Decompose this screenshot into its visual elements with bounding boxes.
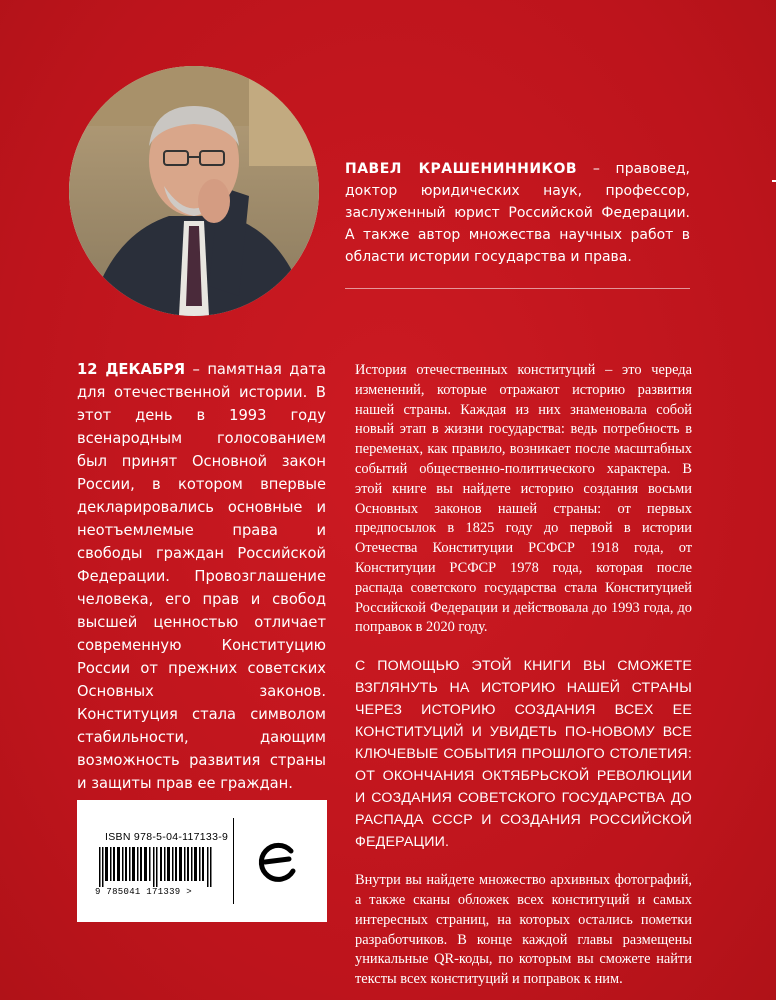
isbn-label: ISBN 978-5-04-117133-9 (105, 831, 229, 843)
author-photo (69, 66, 319, 316)
barcode-digits: 9 785041 171339 > (95, 887, 192, 897)
intro-paragraph: История отечественных конституций – это череда изменений, которые отражают историю развития нашей страны. Каждая из них знаменовала собой новый этап в жизни государства: ведь потребность в переменах, как правило, возникает после масштабных событий общественно-политического характера. В этой книге вы найдете историю создания восьми Основных законов нашей страны: от первых предпосылок в 1825 году до первой в истории Отечества Конституции РСФСР 1918 года, от Конституции РСФСР 1978 года, которая после распада советского государства стала Конституцией Российской Федерации и действовала до 1993 года, до поправок в 2020 году. (355, 362, 692, 636)
right-column (355, 361, 692, 990)
edge-mark (772, 180, 776, 182)
author-bio (345, 158, 690, 268)
emphasis-paragraph: С ПОМОЩЬЮ ЭТОЙ КНИГИ ВЫ СМОЖЕТЕ ВЗГЛЯНУТЬ НА ИСТОРИЮ НАШЕЙ СТРАНЫ ЧЕРЕЗ ИСТОРИЮ СОЗДАНИЯ ВСЕХ ЕЕ КОНСТИТУЦИЙ И УВИДЕТЬ ПО-НОВОМУ ВСЕ КЛЮЧЕВЫЕ СОБЫТИЯ ПРОШЛОГО СТОЛЕТИЯ: ОТ ОКОНЧАНИЯ ОКТЯБРЬСКОЙ РЕВОЛЮЦИИ И СОЗДАНИЯ СОВЕТСКОГО ГОСУДАРСТВА ДО РАСПАДА СССР И СОЗДАНИЯ РОССИЙСКОЙ ФЕДЕРАЦИИ. (355, 658, 692, 851)
barcode-divider (233, 818, 234, 904)
section-divider (345, 288, 690, 289)
author-name: ПАВЕЛ КРАШЕНИННИКОВ (345, 161, 578, 177)
closing-paragraph: Внутри вы найдете множество архивных фотографий, а также сканы обложек всех конституций и самых интересных страниц, на которых остались пометки разработчиков. В конце каждой главы размещены уникальные QR-коды, по которым вы сможете найти тексты всех конституций и поправок к ним. (355, 872, 692, 988)
left-text: – памятная дата для отечественной истории. В этот день в 1993 году всенародным голосованием был принят Основной закон России, в котором впервые декларировались основные и неотъемлемые права и свободы граждан Российской Федерации. Провозглашение человека, его прав и свобод высшей ценностью отличает современную Конституцию России от прежних советских Основных законов. Конституция стала символом стабильности, дающим возможность развития страны и защиты прав ее граждан. (77, 361, 327, 792)
eksmo-e-logo-icon (253, 837, 303, 887)
left-column (77, 358, 326, 795)
barcode-bars (99, 847, 213, 887)
barcode-box (77, 800, 327, 922)
author-bio-text: – правовед, доктор юридических наук, профессор, заслуженный юрист Российской Федерации. А также автор множества научных работ в области истории государства и права. (345, 161, 690, 265)
left-highlight: 12 ДЕКАБРЯ (77, 361, 186, 378)
